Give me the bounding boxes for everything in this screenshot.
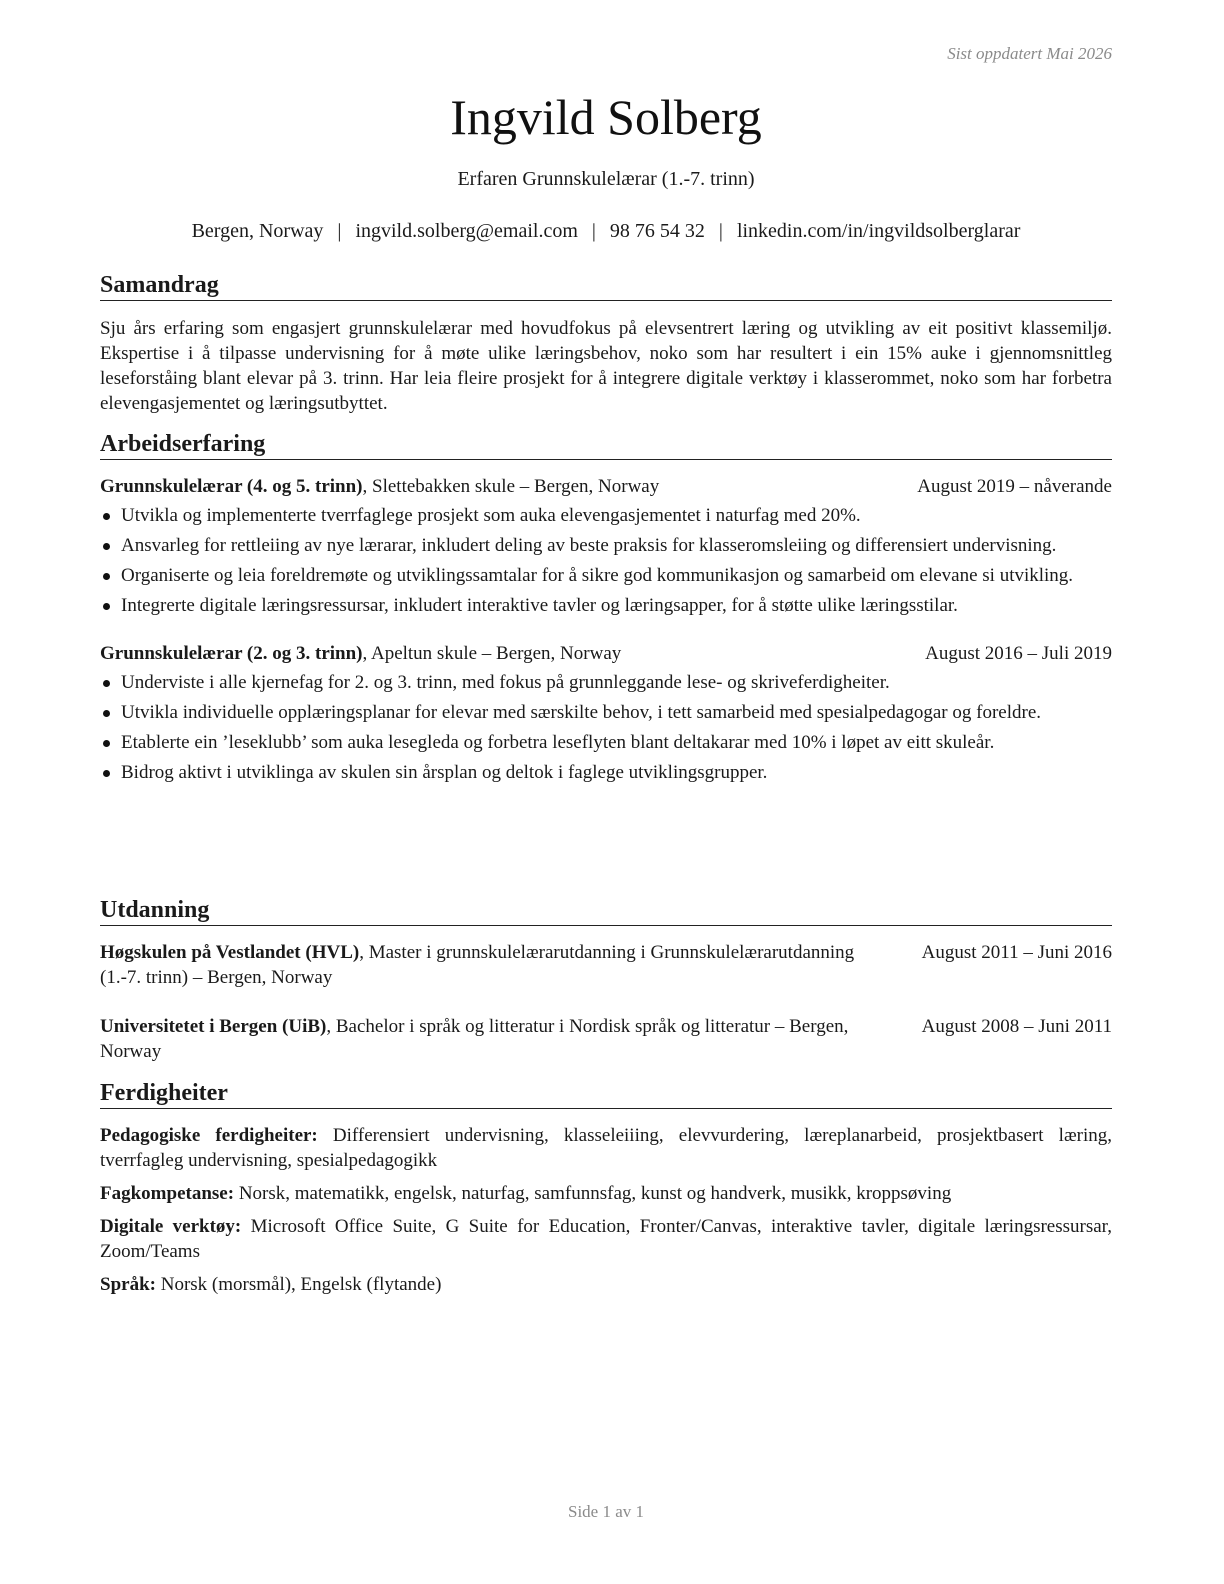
- job-bullets: [100, 670, 1112, 785]
- job-header: [100, 474, 1112, 499]
- candidate-headline: Erfaren Grunnskulelærar (1.-7. trinn): [457, 168, 755, 190]
- bullet-text: Bidrog aktivt i utviklinga av skulen sin årsplan og deltok i faglege utviklingsgrupper.: [121, 762, 768, 783]
- contact-linkedin-link[interactable]: linkedin.com/in/ingvildsolberglarar: [736, 220, 1021, 242]
- job-role: Grunnskulelærar (2. og 3. trinn): [100, 643, 363, 664]
- section-heading-skills: Ferdigheiter: [100, 1078, 1112, 1109]
- contact-email-link[interactable]: ingvild.solberg@email.com: [355, 220, 578, 242]
- list-item: [100, 760, 1112, 785]
- bullet-dot: [103, 603, 110, 610]
- last-updated-note: Sist oppdatert Mai 2026: [947, 44, 1112, 63]
- job-entry: [100, 641, 1112, 785]
- experience-section: [100, 429, 1112, 790]
- list-item: [100, 700, 1112, 725]
- education-section: [100, 895, 1112, 1064]
- bullet-dot: [103, 513, 110, 520]
- skill-label: Fagkompetanse:: [100, 1183, 235, 1204]
- skills-section: [100, 1078, 1112, 1305]
- summary-text: Sju års erfaring som engasjert grunnskulelærar med hovudfokus på elevsentrert læring og utvikling av eit positivt klassemiljø. Ekspertise i å tilpasse undervisning for å møte ulike læringsbehov, noko som har resultert i ein 15% auke i gjennomsnittleg leseforståing blant elevar på 3. trinn. Har leia fleire prosjekt for å integrere digitale verktøy i klasserommet, noko som har forbetra elevengasjementet og læringsutbyttet.: [100, 318, 1112, 414]
- job-dates: August 2016 – Juli 2019: [925, 643, 1112, 664]
- candidate-name: Ingvild Solberg: [450, 89, 762, 145]
- bullet-dot: [103, 740, 110, 747]
- skill-value: Norsk (morsmål), Engelsk (flytande): [155, 1274, 442, 1295]
- bullet-text: Underviste i alle kjernefag for 2. og 3. trinn, med fokus på grunnleggande lese- og skriveferdigheiter.: [121, 672, 890, 693]
- bullet-text: Etablerte ein ’leseklubb’ som auka lesegleda og forbetra leseflyten blant deltakarar med 10% i løpet av eitt skuleår.: [121, 732, 995, 753]
- skill-label: Pedagogiske ferdigheiter:: [100, 1125, 318, 1146]
- skill-line: [100, 1272, 1112, 1297]
- bullet-dot: [103, 680, 110, 687]
- education-dates: August 2011 – Juni 2016: [921, 942, 1112, 963]
- education-entry: [100, 940, 1112, 990]
- section-heading-summary: Samandrag: [100, 270, 1112, 301]
- job-dates: August 2019 – nåverande: [917, 476, 1112, 497]
- education-school: Universitetet i Bergen (UiB): [100, 1016, 327, 1037]
- bullet-text: Organiserte og leia foreldremøte og utviklingssamtalar for å sikre god kommunikasjon og samarbeid om elevane si utvikling.: [121, 565, 1074, 586]
- list-item: [100, 563, 1112, 588]
- bullet-text: Utvikla og implementerte tverrfaglege prosjekt som auka elevengasjementet i naturfag med 20%.: [121, 505, 861, 526]
- education-dates: August 2008 – Juni 2011: [921, 1016, 1112, 1037]
- section-heading-experience: Arbeidserfaring: [100, 429, 1112, 460]
- bullet-dot: [103, 543, 110, 550]
- bullet-dot: [103, 770, 110, 777]
- job-entry: [100, 474, 1112, 618]
- list-item: [100, 533, 1112, 558]
- skill-line: [100, 1214, 1112, 1264]
- contact-separator: |: [718, 220, 723, 242]
- page-footer: Side 1 av 1: [567, 1502, 645, 1521]
- summary-section: [100, 270, 1112, 416]
- job-header: [100, 641, 1112, 666]
- contact-line: [100, 218, 1112, 244]
- bullet-text: Utvikla individuelle opplæringsplanar for elevar med særskilte behov, i tett samarbeid med spesialpedagogar og foreldre.: [121, 702, 1042, 723]
- job-role: Grunnskulelærar (4. og 5. trinn): [100, 476, 363, 497]
- bullet-dot: [103, 710, 110, 717]
- job-place: , Slettebakken skule – Bergen, Norway: [362, 476, 660, 497]
- skill-value: Microsoft Office Suite, G Suite for Education, Fronter/Canvas, interaktive tavler, digitale læringsressursar, Zoom/Teams: [100, 1216, 1112, 1262]
- education-school: Høgskulen på Vestlandet (HVL): [100, 942, 360, 963]
- job-place: , Apeltun skule – Bergen, Norway: [362, 643, 622, 664]
- education-entry: [100, 1014, 1112, 1064]
- contact-separator: |: [591, 220, 596, 242]
- skill-value: Differensiert undervisning, klasseleiiing, elevvurdering, læreplanarbeid, prosjektbasert læring, tverrfagleg undervisning, spesialpedagogikk: [100, 1125, 1112, 1171]
- section-heading-education: Utdanning: [100, 895, 1112, 926]
- skill-line: [100, 1123, 1112, 1173]
- skill-value: Norsk, matematikk, engelsk, naturfag, samfunnsfag, kunst og handverk, musikk, kroppsøving: [234, 1183, 952, 1204]
- list-item: [100, 670, 1112, 695]
- education-detail: , Master i grunnskulelærarutdanning i Grunnskulelærarutdanning (1.-7. trinn) – Bergen, Norway: [100, 942, 855, 988]
- skill-line: [100, 1181, 1112, 1206]
- list-item: [100, 730, 1112, 755]
- contact-separator: |: [337, 220, 342, 242]
- contact-phone: 98 76 54 32: [609, 220, 705, 242]
- education-detail: , Bachelor i språk og litteratur i Nordisk språk og litteratur – Bergen, Norway: [100, 1016, 849, 1062]
- list-item: [100, 503, 1112, 528]
- contact-location: Bergen, Norway: [191, 220, 324, 242]
- bullet-text: Ansvarleg for rettleiing av nye lærarar, inkludert deling av beste praksis for klasseromsleiing og differensiert undervisning.: [121, 535, 1057, 556]
- job-bullets: [100, 503, 1112, 618]
- skill-label: Digitale verktøy:: [100, 1216, 242, 1237]
- bullet-text: Integrerte digitale læringsressursar, inkludert interaktive tavler og læringsapper, for å støtte ulike læringsstilar.: [121, 595, 958, 616]
- resume-page: [100, 0, 1112, 1584]
- list-item: [100, 593, 1112, 618]
- skill-label: Språk:: [100, 1274, 156, 1295]
- bullet-dot: [103, 573, 110, 580]
